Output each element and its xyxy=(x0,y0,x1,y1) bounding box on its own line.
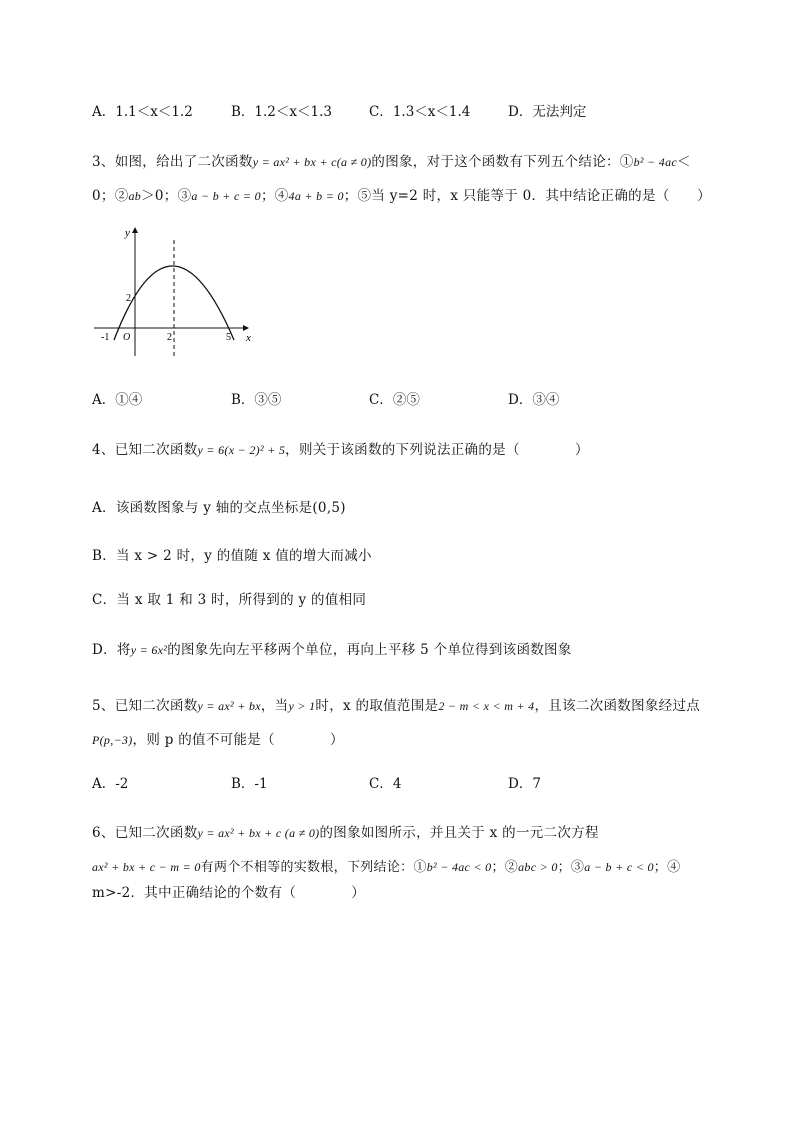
parabola-graph xyxy=(90,222,260,360)
q4-text: 的图象先向左平移两个单位，再向上平移 5 个单位得到该函数图象 xyxy=(167,642,572,658)
q5-formula: y > 1 xyxy=(288,699,316,713)
q4-option-a: A．该函数图象与 y 轴的交点坐标是(0,5) xyxy=(92,500,346,516)
q5-stem-line1 xyxy=(92,694,700,714)
q6-text: 6、已知二次函数 xyxy=(92,825,198,841)
q6-stem-line1 xyxy=(92,821,599,841)
q3-text: ；⑤当 y=2 时，x 只能等于 0．其中结论正确的是（ ） xyxy=(343,188,711,204)
q3-formula: ab xyxy=(128,189,142,203)
q5-option-c: C．4 xyxy=(369,776,402,792)
q3-text: ＜ xyxy=(677,154,691,170)
q4-text: D．将 xyxy=(92,642,131,658)
x-tick-2: 2 xyxy=(167,332,172,343)
q2-option-a: A．1.1＜x＜1.2 xyxy=(92,104,193,120)
q3-text: ；④ xyxy=(260,188,289,204)
q4-formula: y = 6x² xyxy=(130,643,168,657)
q5-text: ，且该二次函数图象经过点 xyxy=(534,698,701,714)
q3-option-d: D．③④ xyxy=(508,392,560,408)
q3-stem-line2 xyxy=(92,184,711,204)
q5-option-a: A．-2 xyxy=(92,776,129,792)
q3-formula: y = ax² + bx + c(a ≠ 0) xyxy=(252,155,372,169)
q5-formula: y = ax² + bx xyxy=(197,699,261,713)
origin-label: O xyxy=(123,332,131,343)
x-tick-5: 5 xyxy=(226,332,231,343)
q5-option-b: B．-1 xyxy=(231,776,268,792)
q4-text: 4、已知二次函数 xyxy=(92,442,198,458)
q4-option-b: B．当 x > 2 时，y 的值随 x 值的增大而减小 xyxy=(92,548,372,564)
q6-formula: a − b + c < 0 xyxy=(584,860,654,874)
q6-stem-line3: m>-2．其中正确结论的个数有（ ） xyxy=(92,885,366,901)
q6-text: 的图象如图所示，并且关于 x 的一元二次方程 xyxy=(319,825,599,841)
q4-formula: y = 6(x − 2)² + 5 xyxy=(197,443,286,457)
q5-text: ，当 xyxy=(260,698,289,714)
q6-text: 有两个不相等的实数根，下列结论：① xyxy=(200,860,427,875)
q6-formula: y = ax² + bx + c (a ≠ 0) xyxy=(197,826,320,840)
x-tick-neg1: -1 xyxy=(101,332,110,343)
q3-text: 0；② xyxy=(92,188,129,204)
q3-text: 3、如图，给出了二次函数 xyxy=(92,154,253,170)
q5-formula: P(p,−3) xyxy=(92,733,133,747)
q2-option-c: C．1.3＜x＜1.4 xyxy=(369,104,471,120)
q6-text: ；④ xyxy=(653,860,681,875)
q5-text: ，则 p 的值不可能是（ ） xyxy=(132,732,344,748)
q5-option-d: D．7 xyxy=(508,776,541,792)
q2-option-b: B．1.2＜x＜1.3 xyxy=(231,104,332,120)
q5-formula: 2 − m < x < m + 4 xyxy=(438,699,535,713)
q3-formula: 4a + b = 0 xyxy=(288,189,344,203)
q6-text: ；③ xyxy=(557,860,585,875)
q6-formula: b² − 4ac < 0 xyxy=(426,860,492,874)
q3-text: ＞0；③ xyxy=(141,188,192,204)
q4-option-c: C．当 x 取 1 和 3 时，所得到的 y 的值相同 xyxy=(92,592,367,608)
q3-stem-line1 xyxy=(92,150,691,170)
q3-option-a: A．①④ xyxy=(92,392,143,408)
q4-stem xyxy=(92,438,589,458)
q3-formula: b² − 4ac xyxy=(633,155,678,169)
q3-text: 的图象，对于这个函数有下列五个结论：① xyxy=(371,154,634,170)
q6-formula: abc > 0 xyxy=(518,860,558,874)
q3-formula: a − b + c = 0 xyxy=(191,189,261,203)
q6-stem-line2 xyxy=(92,856,680,875)
x-axis-label: x xyxy=(246,332,251,344)
q6-formula: ax² + bx + c − m = 0 xyxy=(92,860,201,874)
q5-text: 5、已知二次函数 xyxy=(92,698,198,714)
q5-stem-line2 xyxy=(92,728,344,748)
q4-option-d xyxy=(92,638,572,658)
y-axis-label: y xyxy=(125,227,130,239)
y-tick-2: 2 xyxy=(126,293,131,304)
q5-text: 时，x 的取值范围是 xyxy=(315,698,439,714)
q4-text: ，则关于该函数的下列说法正确的是（ ） xyxy=(285,442,589,458)
q3-option-c: C．②⑤ xyxy=(369,392,420,408)
q6-text: ；② xyxy=(491,860,519,875)
q3-option-b: B．③⑤ xyxy=(231,392,282,408)
q2-option-d: D．无法判定 xyxy=(508,104,587,120)
